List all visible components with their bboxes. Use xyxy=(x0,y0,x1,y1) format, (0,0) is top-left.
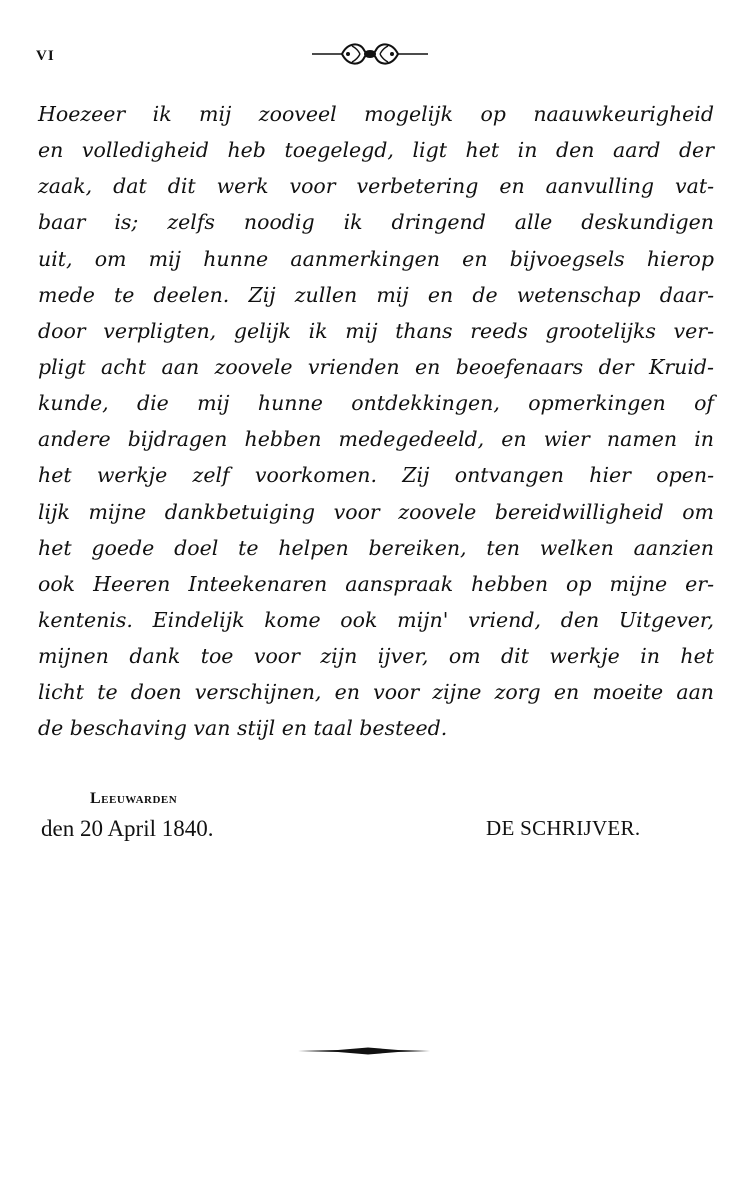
text-line: door verpligten, gelijk ik mij thans reeds grootelijks ver- xyxy=(38,318,714,343)
text-line: Hoezeer ik mij zooveel mogelijk op naauwkeurigheid xyxy=(38,102,714,126)
text-line: en volledigheid heb toegelegd, ligt het in den aard der xyxy=(38,138,714,163)
text-line: de beschaving van stijl en taal besteed. xyxy=(38,716,448,741)
text-line: lijk mijne dankbetuiging voor zoovele bereidwilligheid om xyxy=(38,499,714,524)
text-line: uit, om mij hunne aanmerkingen en bijvoegsels hierop xyxy=(38,246,714,271)
text-line: pligt acht aan zoovele vrienden en beoefenaars der Kruid- xyxy=(38,354,714,379)
text-line: licht te doen verschijnen, en voor zijne zorg en moeite aan xyxy=(38,680,714,705)
text-line: het werkje zelf voorkomen. Zij ontvangen hier open- xyxy=(38,463,714,488)
page-number: VI xyxy=(36,48,55,64)
date-line: den 20 April 1840. xyxy=(41,816,214,841)
text-line: mede te deelen. Zij zullen mij en de wetenschap daar- xyxy=(38,282,714,307)
text-line: mijnen dank toe voor zijn ijver, om dit werkje in het xyxy=(38,644,714,669)
text-line: het goede doel te helpen bereiken, ten welken aanzien xyxy=(38,535,714,560)
ornament-flourish-icon xyxy=(312,38,428,70)
text-line: andere bijdragen hebben medegedeeld, en wier namen in xyxy=(38,427,714,452)
text-line: ook Heeren Inteekenaren aanspraak hebben op mijne er- xyxy=(38,571,714,596)
bottom-rule-ornament xyxy=(298,1044,430,1058)
text-line: zaak, dat dit werk voor verbetering en aanvulling vat- xyxy=(38,174,714,199)
text-line: kentenis. Eindelijk kome ook mijn' vriend, den Uitgever, xyxy=(38,607,714,632)
text-line: kunde, die mij hunne ontdekkingen, opmerkingen of xyxy=(38,391,714,416)
place-name: Leeuwarden xyxy=(90,790,178,807)
text-line: baar is; zelfs noodig ik dringend alle deskundigen xyxy=(38,210,714,235)
preface-paragraph xyxy=(38,96,714,747)
signature: DE SCHRIJVER. xyxy=(486,816,641,840)
